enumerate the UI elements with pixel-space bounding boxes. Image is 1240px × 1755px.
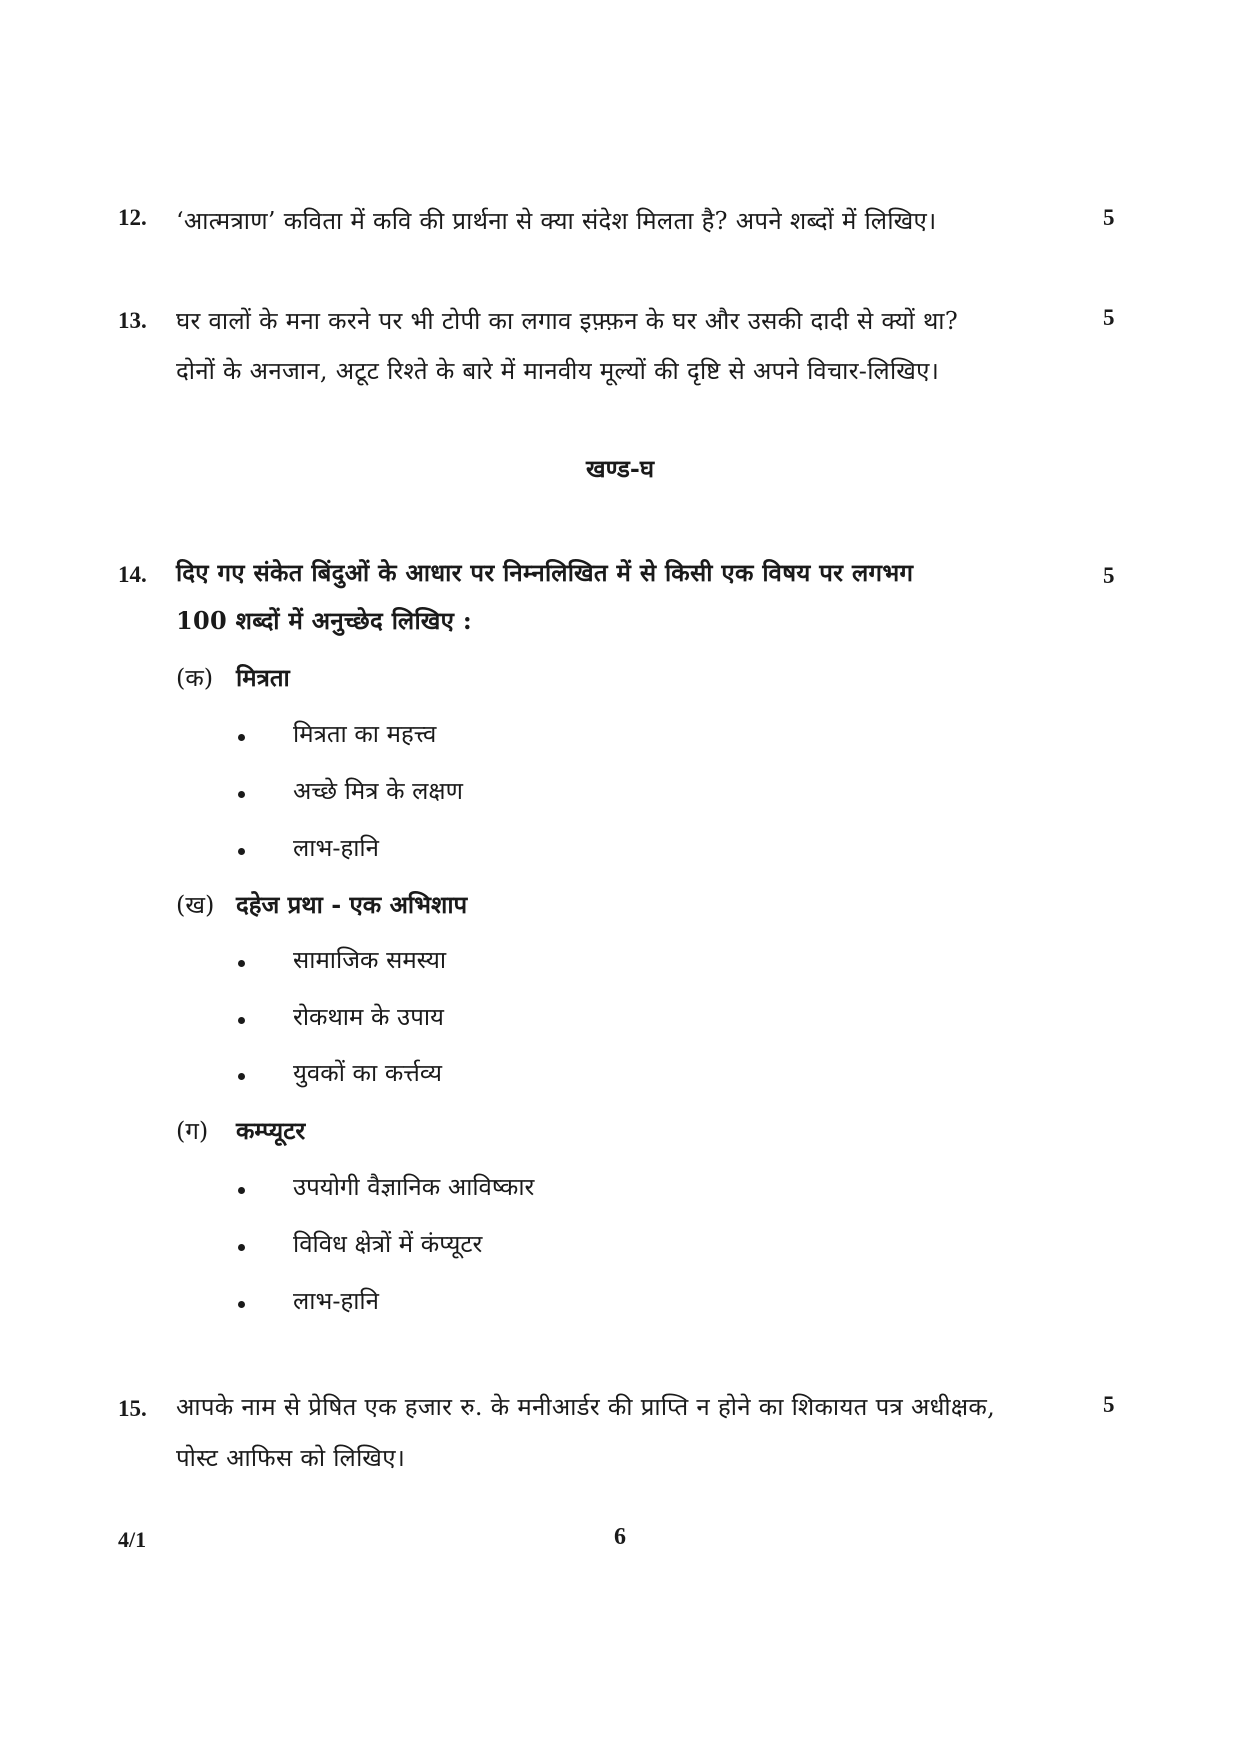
- option-label: (क): [176, 664, 214, 692]
- bullet-point: मित्रता का महत्त्व: [293, 720, 437, 748]
- option-label: (ख): [176, 891, 215, 919]
- question-number: 14.: [118, 562, 147, 587]
- question-text-line-2: 100 शब्दों में अनुच्छेद लिखिए :: [176, 606, 473, 635]
- question-marks: 5: [1103, 1392, 1115, 1417]
- bullet-icon: [238, 1244, 245, 1251]
- bullet-point: रोकथाम के उपाय: [293, 1003, 444, 1031]
- option-label: (ग): [176, 1117, 209, 1145]
- bullet-icon: [238, 1017, 245, 1024]
- question-marks: 5: [1103, 305, 1115, 330]
- question-text: ‘आत्मत्राण’ कविता में कवि की प्रार्थना से क्या संदेश मिलता है? अपने शब्दों में लिखिए।: [176, 207, 937, 235]
- bullet-point: अच्छे मित्र के लक्षण: [293, 777, 463, 805]
- question-text-line-1: आपके नाम से प्रेषित एक हजार रु. के मनीआर्डर की प्राप्ति न होने का शिकायत पत्र अधीक्षक,: [176, 1393, 996, 1421]
- bullet-icon: [238, 791, 245, 798]
- question-text-line-1: दिए गए संकेत बिंदुओं के आधार पर निम्नलिखित में से किसी एक विषय पर लगभग: [176, 558, 914, 587]
- option-title: मित्रता: [236, 663, 290, 692]
- option-title: कम्प्यूटर: [236, 1116, 306, 1145]
- question-text-line-2: पोस्ट आफिस को लिखिए।: [176, 1444, 406, 1472]
- question-number: 15.: [118, 1396, 147, 1421]
- question-text-line-1: घर वालों के मना करने पर भी टोपी का लगाव इफ़्फ़न के घर और उसकी दादी से क्यों था?: [176, 307, 958, 335]
- bullet-icon: [238, 1187, 245, 1194]
- bullet-point: सामाजिक समस्या: [293, 946, 447, 974]
- question-text-line-2: दोनों के अनजान, अटूट रिश्ते के बारे में मानवीय मूल्यों की दृष्टि से अपने विचार-लिखिए।: [176, 357, 940, 385]
- bullet-icon: [238, 1301, 245, 1308]
- bullet-icon: [238, 1073, 245, 1080]
- bullet-point: विविध क्षेत्रों में कंप्यूटर: [293, 1230, 483, 1258]
- section-heading: खण्ड-घ: [585, 454, 655, 483]
- bullet-icon: [238, 734, 245, 741]
- question-number: 12.: [118, 205, 147, 230]
- bullet-point: लाभ-हानि: [293, 1287, 379, 1315]
- bullet-point: लाभ-हानि: [293, 834, 379, 862]
- bullet-point: युवकों का कर्त्तव्य: [293, 1059, 442, 1087]
- bullet-icon: [238, 848, 245, 855]
- paper-code: 4/1: [118, 1527, 147, 1552]
- page-number: 6: [614, 1524, 626, 1550]
- option-title: दहेज प्रथा - एक अभिशाप: [236, 890, 468, 919]
- question-number: 13.: [118, 308, 147, 333]
- bullet-point: उपयोगी वैज्ञानिक आविष्कार: [293, 1173, 535, 1201]
- bullet-icon: [238, 960, 245, 967]
- question-marks: 5: [1103, 563, 1115, 588]
- question-marks: 5: [1103, 205, 1115, 230]
